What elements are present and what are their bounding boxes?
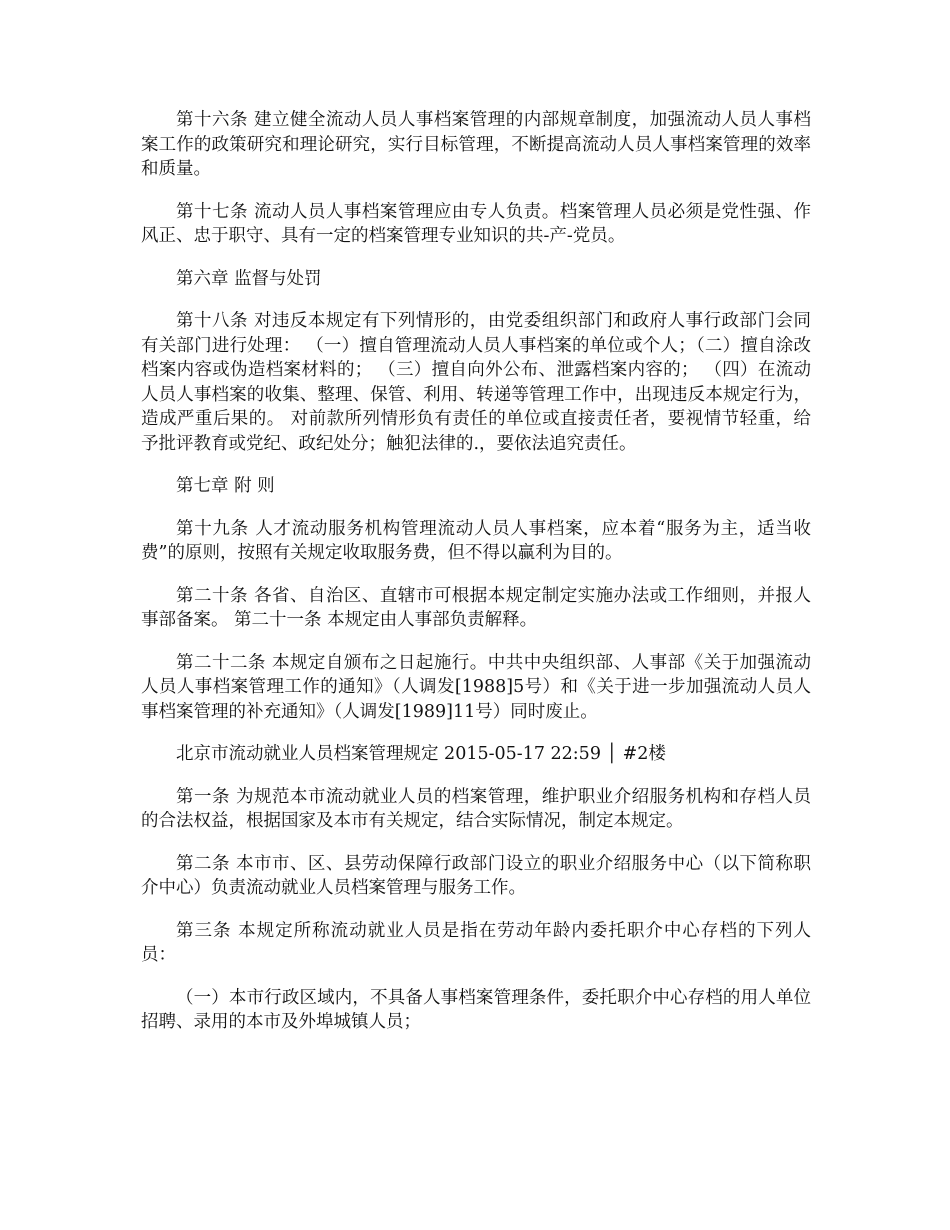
paragraph-article-18: 第十八条 对违反本规定有下列情形的，由党委组织部门和政府人事行政部门会同有关部门进行处理： （一）擅自管理流动人员人事档案的单位或个人；（二）擅自涂改档案内容或伪造档案材料的； （三）擅自向外公布、泄露档案内容的； （四）在流动人员人事档案的收集、整理、保管、利用、转递等管理工作中，出现违反本规定行为，造成严重后果的。 对前款所列情形负有责任的单位或直接责任者，要视情节轻重，给予批评教育或党纪、政纪处分；触犯法律的.，要依法追究责任。 <box>141 311 811 454</box>
paragraph-bj-article-3: 第三条 本规定所称流动就业人员是指在劳动年龄内委托职介中心存档的下列人员： <box>141 920 811 965</box>
paragraph-article-17: 第十七条 流动人员人事档案管理应由专人负责。档案管理人员必须是党性强、作风正、忠于职守、具有一定的档案管理专业知识的共-产-党员。 <box>141 201 811 246</box>
paragraph-article-16: 第十六条 建立健全流动人员人事档案管理的内部规章制度，加强流动人员人事档案工作的政策研究和理论研究，实行目标管理，不断提高流动人员人事档案管理的效率和质量。 <box>141 110 811 179</box>
paragraph-bj-article-2: 第二条 本市市、区、县劳动保障行政部门设立的职业介绍服务中心（以下简称职介中心）负责流动就业人员档案管理与服务工作。 <box>141 853 811 898</box>
paragraph-article-20-21: 第二十条 各省、自治区、直辖市可根据本规定制定实施办法或工作细则，并报人事部备案。 第二十一条 本规定由人事部负责解释。 <box>141 585 811 630</box>
post-header-beijing: 北京市流动就业人员档案管理规定 2015-05-17 22:59 │ #2楼 <box>176 744 666 764</box>
chapter-7-heading: 第七章 附 则 <box>176 476 275 496</box>
paragraph-bj-item-1: （一）本市行政区域内，不具备人事档案管理条件，委托职介中心存档的用人单位招聘、录用的本市及外埠城镇人员； <box>141 987 811 1032</box>
chapter-6-heading: 第六章 监督与处罚 <box>176 268 322 289</box>
paragraph-article-19: 第十九条 人才流动服务机构管理流动人员人事档案，应本着“服务为主，适当收费”的原则，按照有关规定收取服务费，但不得以赢利为目的。 <box>141 518 811 563</box>
document-body <box>141 108 811 1053</box>
paragraph-bj-article-1: 第一条 为规范本市流动就业人员的档案管理，维护职业介绍服务机构和存档人员的合法权益，根据国家及本市有关规定，结合实际情况，制定本规定。 <box>141 786 811 831</box>
paragraph-article-22: 第二十二条 本规定自颁布之日起施行。中共中央组织部、人事部《关于加强流动人员人事档案管理工作的通知》（人调发[1988]5号）和《关于进一步加强流动人员人事档案管理的补充通知》（人调发[1989]11号）同时废止。 <box>141 652 811 722</box>
